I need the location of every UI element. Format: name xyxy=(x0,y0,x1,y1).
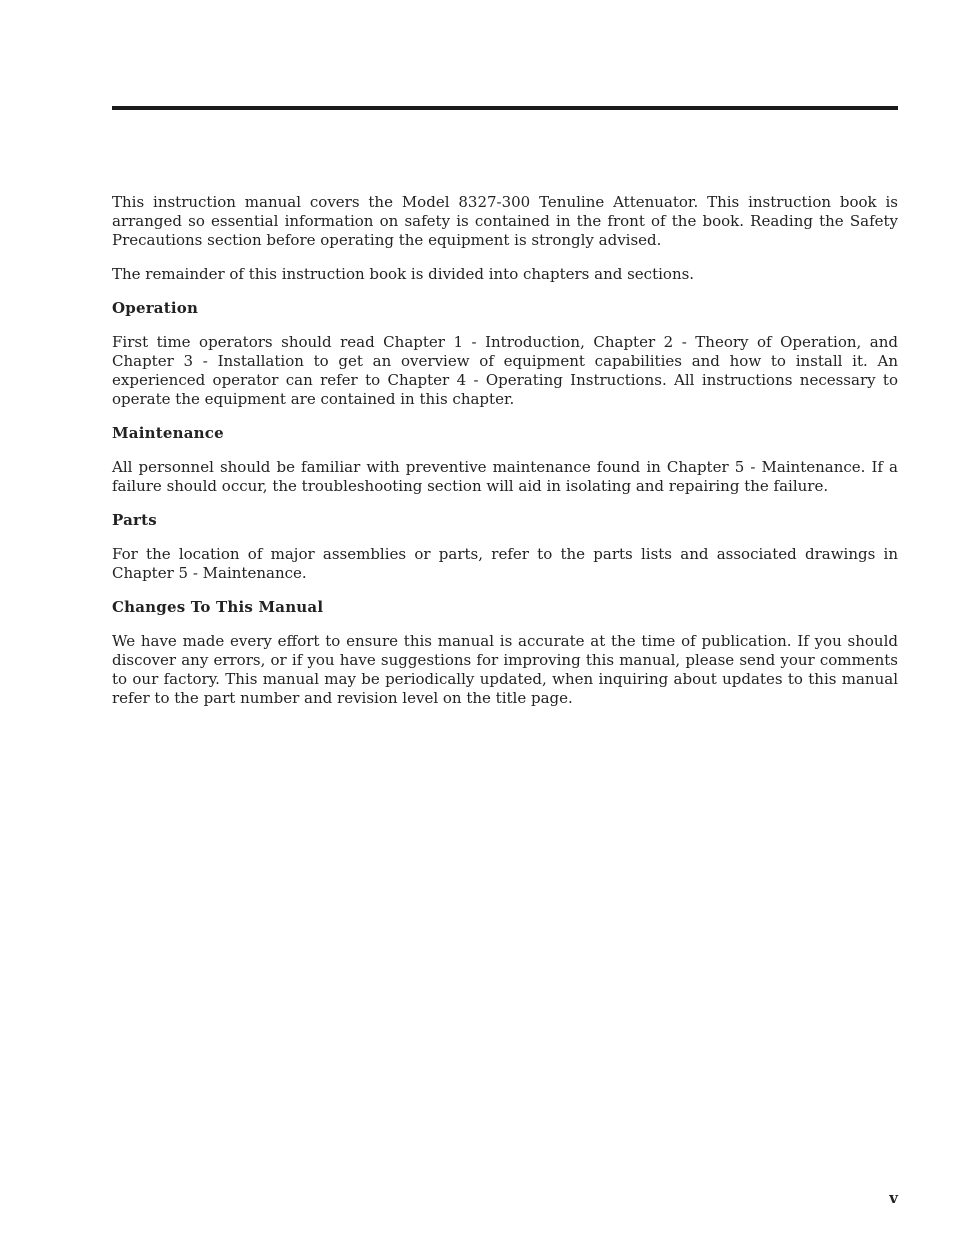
document-body xyxy=(112,193,898,723)
operation-paragraph: First time operators should read Chapter 1 - Introduction, Chapter 2 - Theory of Operation, and Chapter 3 - Installation to get an overview of equipment capabilities and how to install it. An experienced operator can refer to Chapter 4 - Operating Instructions. All instructions necessary to operate the equipment are contained in this chapter. xyxy=(112,333,898,408)
parts-heading: Parts xyxy=(112,511,157,529)
maintenance-paragraph: All personnel should be familiar with preventive maintenance found in Chapter 5 - Maintenance. If a failure should occur, the troubleshooting section will aid in isolating and repairing the failure. xyxy=(112,458,898,495)
operation-heading: Operation xyxy=(112,299,199,317)
page-number: v xyxy=(889,1189,898,1207)
intro-paragraph-2: The remainder of this instruction book is divided into chapters and sections. xyxy=(112,265,695,283)
top-rule xyxy=(112,106,898,110)
parts-paragraph: For the location of major assemblies or parts, refer to the parts lists and associated drawings in Chapter 5 - Maintenance. xyxy=(112,545,898,582)
changes-heading: Changes To This Manual xyxy=(112,598,324,616)
intro-paragraph-1: This instruction manual covers the Model 8327-300 Tenuline Attenuator. This instruction book is arranged so essential information on safety is contained in the front of the book. Reading the Safety Precautions section before operating the equipment is strongly advised. xyxy=(112,193,898,249)
changes-paragraph: We have made every effort to ensure this manual is accurate at the time of publication. If you should discover any errors, or if you have suggestions for improving this manual, please send your comments to our factory. This manual may be periodically updated, when inquiring about updates to this manual refer to the part number and revision level on the title page. xyxy=(112,632,898,707)
maintenance-heading: Maintenance xyxy=(112,424,224,442)
